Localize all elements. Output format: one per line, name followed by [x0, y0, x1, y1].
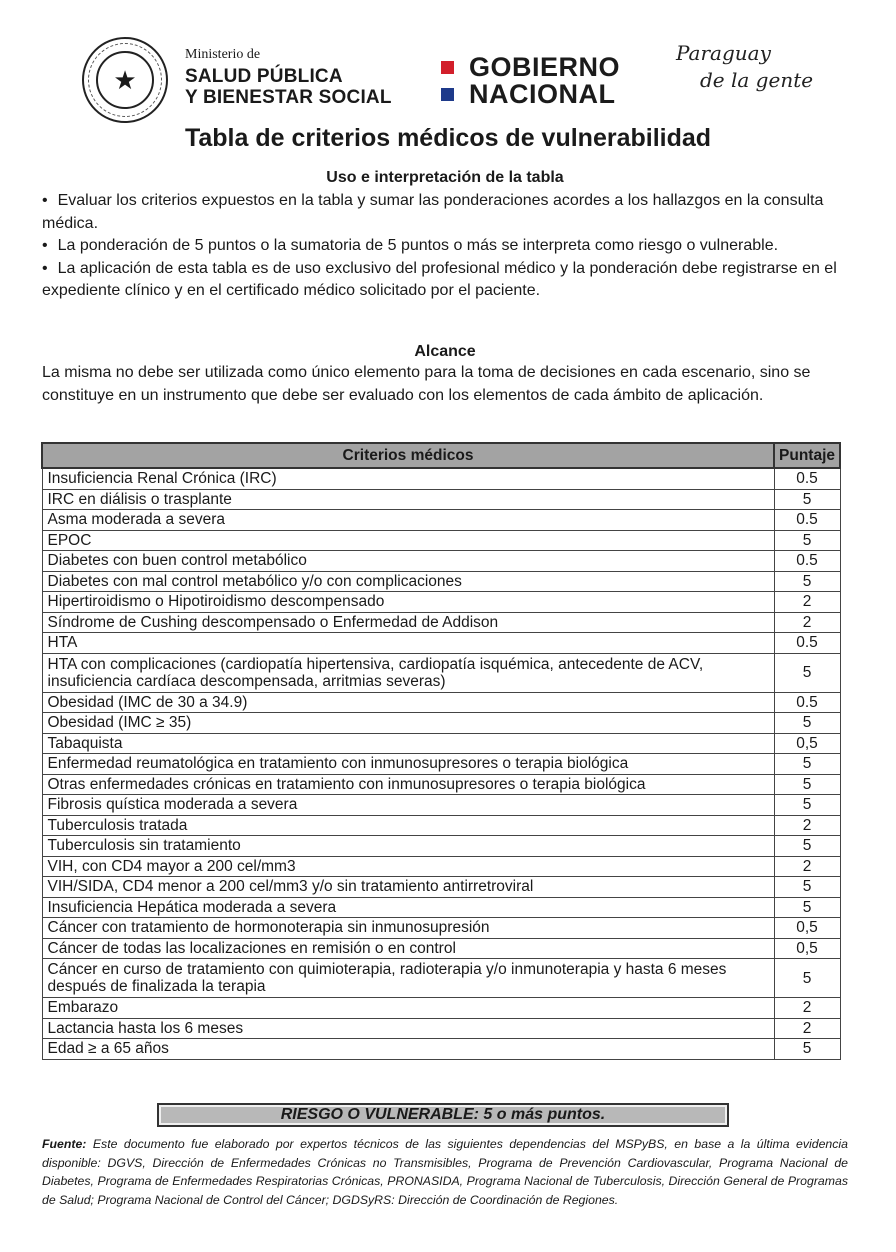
criterio-cell: Embarazo [42, 998, 774, 1019]
slogan-line2: de la gente [700, 68, 814, 92]
red-square-icon [441, 61, 454, 74]
puntaje-cell: 0.5 [774, 692, 840, 713]
table-row [42, 633, 840, 654]
puntaje-cell: 2 [774, 998, 840, 1019]
table-row [42, 856, 840, 877]
criterio-cell: Cáncer de todas las localizaciones en remisión o en control [42, 938, 774, 959]
criterio-cell: Obesidad (IMC ≥ 35) [42, 713, 774, 734]
puntaje-cell: 5 [774, 489, 840, 510]
puntaje-cell: 5 [774, 774, 840, 795]
criterio-cell: HTA [42, 633, 774, 654]
table-row [42, 592, 840, 613]
puntaje-cell: 5 [774, 713, 840, 734]
puntaje-cell: 2 [774, 815, 840, 836]
risk-banner: RIESGO O VULNERABLE: 5 o más puntos. [157, 1103, 729, 1127]
criterio-cell: Fibrosis quística moderada a severa [42, 795, 774, 816]
table-row [42, 489, 840, 510]
table-row [42, 713, 840, 734]
table-row [42, 612, 840, 633]
table-header-row [42, 443, 840, 468]
criterio-cell: Hipertiroidismo o Hipotiroidismo descompensado [42, 592, 774, 613]
table-row [42, 877, 840, 898]
alcance-heading: Alcance [414, 343, 476, 360]
table-row [42, 1039, 840, 1060]
page-title: Tabla de criterios médicos de vulnerabilidad [184, 124, 712, 152]
ministry-line2: SALUD PÚBLICA [185, 66, 343, 87]
puntaje-cell: 5 [774, 959, 840, 998]
table-row [42, 918, 840, 939]
table-row [42, 836, 840, 857]
table-row [42, 1018, 840, 1039]
puntaje-cell: 0.5 [774, 633, 840, 654]
criteria-table-body [42, 468, 840, 1059]
criterio-cell: Síndrome de Cushing descompensado o Enfermedad de Addison [42, 612, 774, 633]
table-row [42, 938, 840, 959]
criterio-cell: Tuberculosis sin tratamiento [42, 836, 774, 857]
criterio-cell: VIH/SIDA, CD4 menor a 200 cel/mm3 y/o sin tratamiento antirretroviral [42, 877, 774, 898]
uso-bullet: • La ponderación de 5 puntos o la sumatoria de 5 puntos o más se interpreta como riesgo o vulnerable. [42, 237, 779, 254]
uso-bullet: • La aplicación de esta tabla es de uso exclusivo del profesional médico y la ponderación debe registrarse en el expediente clínico y en el certificado médico solicitado por el paciente. [42, 259, 837, 299]
puntaje-cell: 0.5 [774, 468, 840, 489]
table-row [42, 551, 840, 572]
table-row [42, 774, 840, 795]
ministry-line3: Y BIENESTAR SOCIAL [185, 87, 392, 108]
criterio-cell: Tuberculosis tratada [42, 815, 774, 836]
source-label: Fuente: [42, 1137, 87, 1151]
gov-line1: GOBIERNO [469, 52, 621, 82]
alcance-text: La misma no debe ser utilizada como único elemento para la toma de decisiones en cada escenario, sino se constituye en un instrumento que debe ser evaluado con los elementos de cada ámbito de aplicación. [42, 364, 811, 404]
uso-bullet: • Evaluar los criterios expuestos en la tabla y sumar las ponderaciones acordes a los hallazgos en la consulta médica. [42, 192, 824, 232]
table-row [42, 998, 840, 1019]
puntaje-cell: 0.5 [774, 551, 840, 572]
puntaje-cell: 0,5 [774, 733, 840, 754]
gov-line2: NACIONAL [469, 79, 616, 109]
puntaje-cell: 0,5 [774, 938, 840, 959]
blue-square-icon [441, 88, 454, 101]
table-row [42, 815, 840, 836]
slogan-logo [676, 40, 813, 94]
criterio-cell: Obesidad (IMC de 30 a 34.9) [42, 692, 774, 713]
puntaje-cell: 0.5 [774, 510, 840, 531]
puntaje-cell: 2 [774, 592, 840, 613]
criterio-cell: EPOC [42, 530, 774, 551]
ministry-line1: Ministerio de [185, 47, 261, 62]
puntaje-cell: 2 [774, 856, 840, 877]
criterio-cell: Diabetes con mal control metabólico y/o con complicaciones [42, 571, 774, 592]
criteria-table [41, 442, 841, 1060]
criterio-cell: Edad ≥ a 65 años [42, 1039, 774, 1060]
puntaje-cell: 5 [774, 1039, 840, 1060]
puntaje-cell: 5 [774, 653, 840, 692]
table-row [42, 530, 840, 551]
table-row [42, 959, 840, 998]
puntaje-cell: 2 [774, 612, 840, 633]
source-note [42, 1135, 848, 1209]
puntaje-cell: 5 [774, 530, 840, 551]
puntaje-cell: 5 [774, 795, 840, 816]
slogan-line1: Paraguay [676, 41, 771, 65]
table-row [42, 754, 840, 775]
puntaje-cell: 5 [774, 836, 840, 857]
puntaje-cell: 5 [774, 877, 840, 898]
criterio-cell: Cáncer con tratamiento de hormonoterapia sin inmunosupresión [42, 918, 774, 939]
puntaje-cell: 5 [774, 754, 840, 775]
table-row [42, 692, 840, 713]
criterio-cell: Tabaquista [42, 733, 774, 754]
puntaje-cell: 0,5 [774, 918, 840, 939]
criterio-cell: Otras enfermedades crónicas en tratamiento con inmunosupresores o terapia biológica [42, 774, 774, 795]
table-row [42, 571, 840, 592]
table-row [42, 468, 840, 489]
table-row [42, 795, 840, 816]
source-text: Este documento fue elaborado por expertos técnicos de las siguientes dependencias del MSPyBS, en base a la última evidencia disponible: DGVS, Dirección de Enfermedades Crónicas no Transmisibles, Programa de Prevención Cardiovascular, Programa Nacional de Diabetes, Programa de Enfermedades Respiratorias Crónicas, PRONASIDA, Programa Nacional de Tuberculosis, Dirección General de Programas de Salud; Programa Nacional de Control del Cáncer; DGDSyRS: Dirección de Coordinación de Regiones. [42, 1137, 848, 1207]
criterio-cell: Cáncer en curso de tratamiento con quimioterapia, radioterapia y/o inmunoterapia y hasta 6 meses después de finalizada la terapia [42, 959, 774, 998]
column-header-puntaje: Puntaje [774, 443, 840, 468]
criterio-cell: Enfermedad reumatológica en tratamiento con inmunosupresores o terapia biológica [42, 754, 774, 775]
table-row [42, 897, 840, 918]
uso-heading: Uso e interpretación de la tabla [326, 169, 564, 186]
puntaje-cell: 2 [774, 1018, 840, 1039]
table-row [42, 653, 840, 692]
star-icon: ★ [96, 51, 154, 109]
ministry-logo-text [185, 48, 392, 107]
table-row [42, 510, 840, 531]
criterio-cell: Diabetes con buen control metabólico [42, 551, 774, 572]
criterio-cell: Insuficiencia Hepática moderada a severa [42, 897, 774, 918]
criterio-cell: HTA con complicaciones (cardiopatía hipertensiva, cardiopatía isquémica, antecedente de ACV, insuficiencia cardíaca descompensada, arritmias severas) [42, 653, 774, 692]
uso-bullet-list [42, 190, 850, 303]
criterio-cell: Insuficiencia Renal Crónica (IRC) [42, 468, 774, 489]
puntaje-cell: 5 [774, 897, 840, 918]
criterio-cell: IRC en diálisis o trasplante [42, 489, 774, 510]
criterio-cell: Lactancia hasta los 6 meses [42, 1018, 774, 1039]
seal-ring [88, 43, 162, 117]
puntaje-cell: 5 [774, 571, 840, 592]
criterio-cell: Asma moderada a severa [42, 510, 774, 531]
criterio-cell: VIH, con CD4 mayor a 200 cel/mm3 [42, 856, 774, 877]
republic-seal-logo [82, 37, 168, 123]
table-row [42, 733, 840, 754]
column-header-criterios: Criterios médicos [42, 443, 774, 468]
gobierno-nacional-logo [441, 54, 620, 108]
